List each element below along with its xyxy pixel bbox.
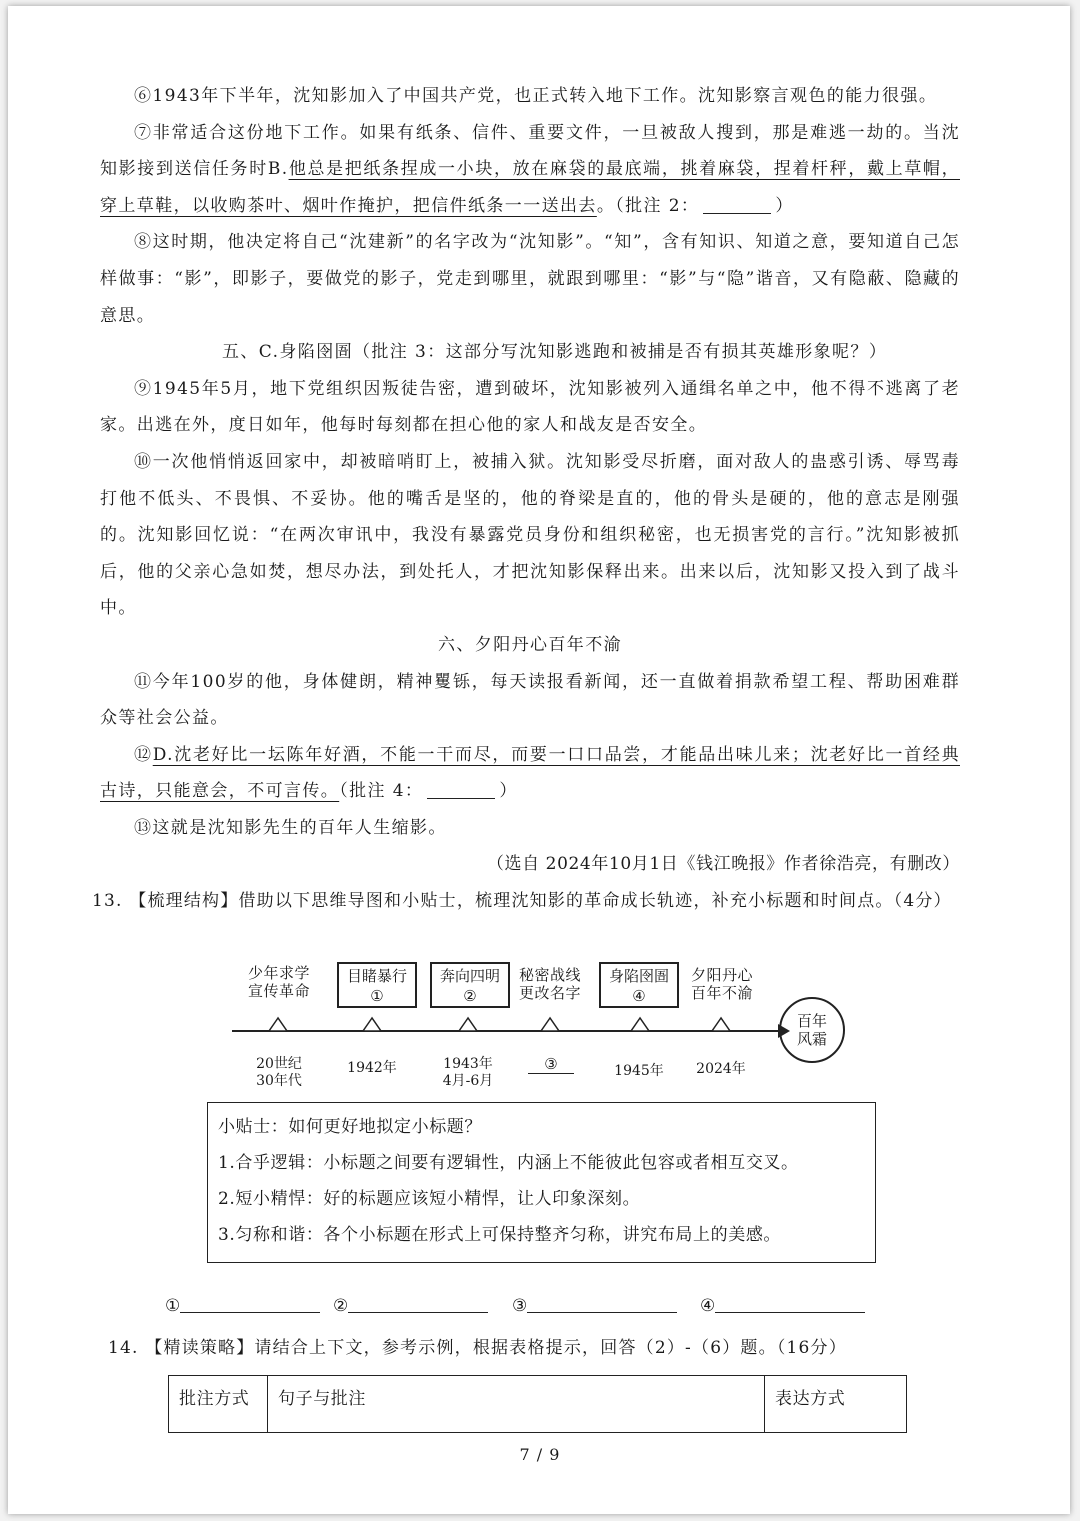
blank-1[interactable]: ①	[347, 986, 407, 1007]
question-14: 14. 【精读策略】请结合上下文，参考示例，根据表格提示，回答（2）-（6）题。（16分）	[108, 1338, 847, 1358]
table-header-expression: 表达方式	[765, 1376, 907, 1433]
annotation-2-close: ）	[775, 195, 794, 216]
annotation-2-label: 。（批注 2：	[596, 195, 700, 216]
reading-table	[168, 1375, 907, 1433]
paragraph-6: ⑥1943年下半年，沈知影加入了中国共产党，也正式转入地下工作。沈知影察言观色的能力很强。	[134, 86, 938, 106]
paragraph-13: ⑬这就是沈知影先生的百年人生缩影。	[134, 817, 447, 838]
stage-6-date: 2024年	[696, 1061, 746, 1077]
annotation-4-label: （批注 4：	[339, 781, 424, 802]
paragraph-7	[100, 115, 960, 225]
annotation-2-blank[interactable]	[703, 196, 771, 214]
answer-3[interactable]: ③	[512, 1296, 677, 1316]
section-5-heading: 五、C.身陷囹圄（批注 3：这部分写沈知影逃跑和被捕是否有损其英雄形象呢？）	[222, 342, 888, 363]
tip-2: 2.短小精悍：好的标题应该短小精悍，让人印象深刻。	[218, 1189, 641, 1209]
answer-4[interactable]: ④	[700, 1296, 865, 1316]
blank-3[interactable]: ③	[528, 1055, 574, 1074]
stage-1-date: 20世纪 30年代	[256, 1056, 302, 1089]
table-header-method: 批注方式	[169, 1376, 268, 1433]
blank-2[interactable]: ②	[440, 986, 500, 1007]
timeline-marker-3	[459, 1018, 477, 1031]
timeline-marker-4	[541, 1018, 559, 1031]
question-14-wrap	[108, 1330, 968, 1367]
paragraph-12-number: ⑫	[134, 744, 153, 765]
paragraph-9: ⑨1945年5月，地下党组织因叛徒告密，遭到破坏，沈知影被列入通缉名单之中，他不得不逃离了老家。出逃在外，度日如年，他每时每刻都在担心他的家人和战友是否安全。	[100, 378, 960, 436]
table-header-sentence: 句子与批注	[268, 1376, 765, 1433]
sentence-d: D.沈老好比一坛陈年好酒，不能一干而尽，而要一口口品尝，才能品出味儿来；沈老好比一首经典古诗，只能意会，不可言传。	[100, 744, 960, 802]
timeline-marker-5	[631, 1018, 649, 1031]
answer-1[interactable]: ①	[165, 1296, 320, 1316]
timeline-marker-2	[363, 1018, 381, 1031]
timeline-diagram	[222, 952, 862, 1102]
stage-2-box: 目睹暴行 ①	[337, 962, 417, 1008]
blank-4[interactable]: ④	[609, 986, 669, 1007]
tips-title: 小贴士：如何更好地拟定小标题？	[218, 1117, 482, 1137]
stage-5-date: 1945年	[614, 1063, 664, 1079]
stage-5-box: 身陷囹圄 ④	[599, 962, 679, 1008]
paragraph-8: ⑧这时期，他决定将自己“沈建新”的名字改为“沈知影”。“知”，含有知识、知道之意，要知道自己怎样做事：“影”，即影子，要做党的影子，党走到哪里，就跟到哪里：“影”与“隐”谐音，又有隐蔽、隐藏的意思。	[100, 232, 960, 326]
source-citation: （选自 2024年10月1日《钱江晚报》作者徐浩亮，有删改）	[486, 854, 960, 875]
stage-3-date: 1943年 4月-6月	[442, 1056, 494, 1089]
tip-1: 1.合乎逻辑：小标题之间要有逻辑性，内涵上不能彼此包容或者相互交叉。	[218, 1153, 799, 1173]
section-6-heading: 六、夕阳丹心百年不渝	[438, 634, 622, 655]
stage-2-date: 1942年	[347, 1060, 397, 1076]
timeline-marker-1	[269, 1018, 287, 1031]
timeline-marker-6	[712, 1018, 730, 1031]
end-circle: 百年 风霜	[779, 997, 845, 1063]
annotation-4-close: ）	[499, 781, 518, 802]
stage-6-title: 夕阳丹心 百年不渝	[690, 966, 753, 1002]
stage-1-title: 少年求学 宣传革命	[247, 964, 310, 1000]
sentence-b-label: B.	[267, 159, 289, 180]
page-number: 7 / 9	[519, 1445, 561, 1464]
paragraph-11: ⑪今年100岁的他，身体健朗，精神矍铄，每天读报看新闻，还一直做着捐款希望工程、帮助困难群众等社会公益。	[100, 671, 960, 729]
article-body	[92, 78, 960, 920]
tip-3: 3.匀称和谐：各个小标题在形式上可保持整齐匀称，讲究布局上的美感。	[218, 1225, 782, 1245]
sentence-b: 他总是把纸条捏成一小块，放在麻袋的最底端，挑着麻袋，捏着杆秤，戴上草帽，穿上草鞋，以收购茶叶、烟叶作掩护，把信件纸条一一送出去	[100, 159, 960, 216]
paragraph-10: ⑩一次他悄悄返回家中，却被暗哨盯上，被捕入狱。沈知影受尽折磨，面对敌人的蛊惑引诱、辱骂毒打他不低头、不畏惧、不妥协。他的嘴舌是坚的，他的脊梁是直的，他的骨头是硬的，他的意志是刚强的。沈知影回忆说：“在两次审讯中，我没有暴露党员身份和组织秘密，也无损害党的言行。”沈知影被抓后，他的父亲心急如焚，想尽办法，到处托人，才把沈知影保释出来。出来以后，沈知影又投入到了战斗中。	[100, 451, 960, 619]
stage-4-title: 秘密战线 更改名字	[518, 966, 581, 1002]
paragraph-7-text: ⑦非常适合这份地下工作。如果有纸条、信件、重要文件，一旦被敌人搜到，那是难逃一劫的。当沈知影接到送信任务时	[100, 122, 960, 180]
tips-box	[207, 1102, 876, 1263]
question-13: 13. 【梳理结构】借助以下思维导图和小贴士，梳理沈知影的革命成长轨迹，补充小标题和时间点。（4分）	[92, 891, 952, 912]
annotation-4-blank[interactable]	[427, 781, 495, 799]
paragraph-12	[100, 737, 960, 810]
stage-4-date	[518, 1055, 584, 1074]
answer-2[interactable]: ②	[333, 1296, 488, 1316]
stage-3-box: 奔向四明 ②	[430, 962, 510, 1008]
